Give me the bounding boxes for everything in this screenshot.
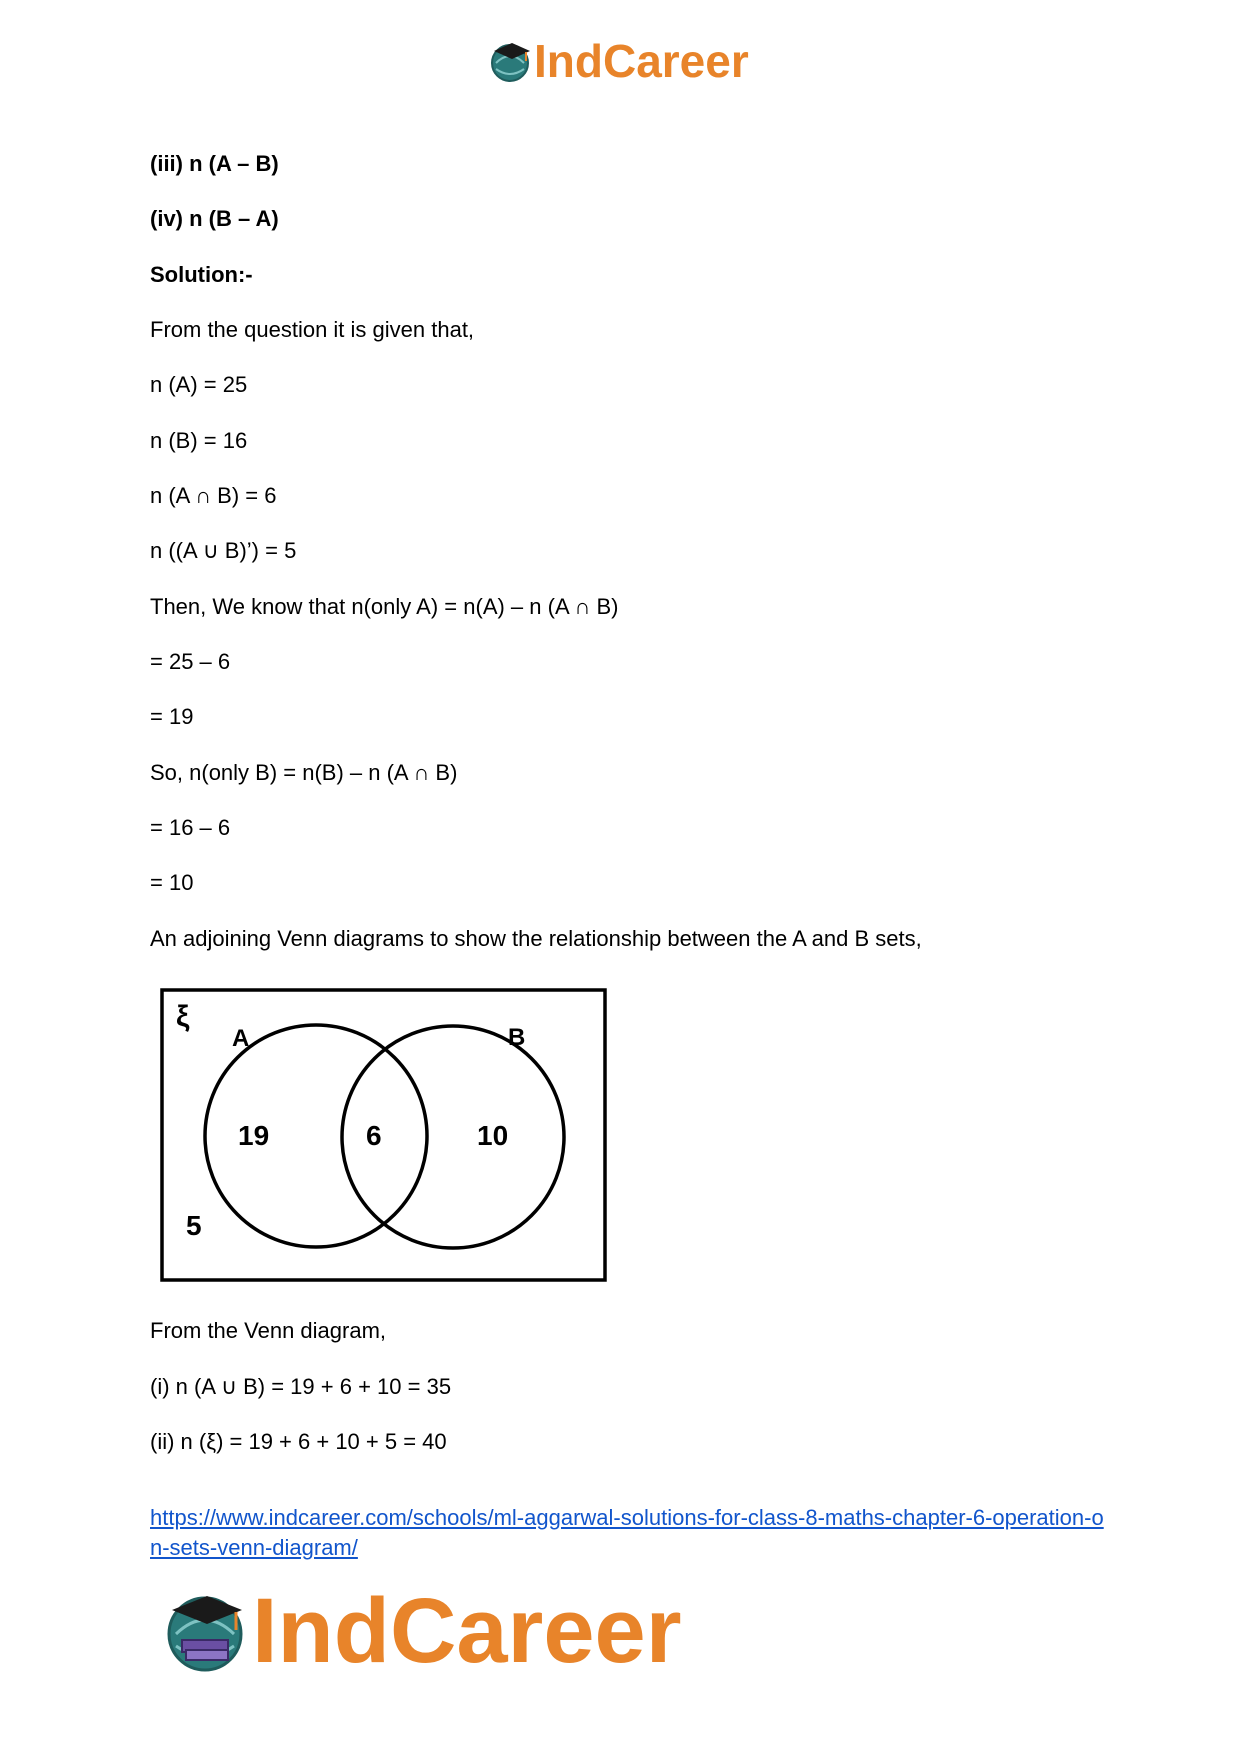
solution-heading: Solution:- [150,262,253,287]
set-a-label: A [232,1025,250,1052]
question-part-iv: (iv) n (B – A) [150,206,279,231]
text-line: n (A ∩ B) = 6 [150,483,277,508]
text-line: From the question it is given that, [150,317,475,342]
text-line: n ((A ∪ B)’) = 5 [150,538,297,563]
outside-value: 5 [186,1210,202,1241]
text-line: n (A) = 25 [150,372,248,397]
text-line: n (B) = 16 [150,428,248,453]
logo-wordmark: IndCareer [534,35,749,87]
source-link[interactable]: https://www.indcareer.com/schools/ml-aggarwal-solutions-for-class-8-maths-chapter-6-operation-on-sets-venn-diagram/ [150,1505,1104,1560]
universal-set-box [162,990,605,1280]
set-b-label: B [508,1024,526,1051]
venn-diagram [160,988,610,1288]
question-part-iii: (iii) n (A – B) [150,151,279,176]
text-line: = 19 [150,704,194,729]
text-line: = 16 – 6 [150,815,231,840]
intersection-value: 6 [366,1120,382,1151]
text-line: = 25 – 6 [150,649,231,674]
universal-symbol: ξ [176,1000,190,1033]
footer-logo [162,1580,682,1682]
text-line: (ii) n (ξ) = 19 + 6 + 10 + 5 = 40 [150,1429,447,1454]
graduation-globe-icon [488,39,532,83]
only-b-value: 10 [477,1120,509,1151]
text-line: Then, We know that n(only A) = n(A) – n (A ∩ B) [150,594,619,619]
logo-wordmark: IndCareer [252,1580,682,1682]
text-line: (i) n (A ∪ B) = 19 + 6 + 10 = 35 [150,1374,452,1399]
text-line: An adjoining Venn diagrams to show the relationship between the A and B sets, [150,926,922,951]
header-logo [488,35,749,87]
only-a-value: 19 [238,1120,270,1151]
graduation-globe-icon [162,1588,248,1674]
text-line: So, n(only B) = n(B) – n (A ∩ B) [150,760,458,785]
text-line: From the Venn diagram, [150,1318,387,1343]
text-line: = 10 [150,870,194,895]
